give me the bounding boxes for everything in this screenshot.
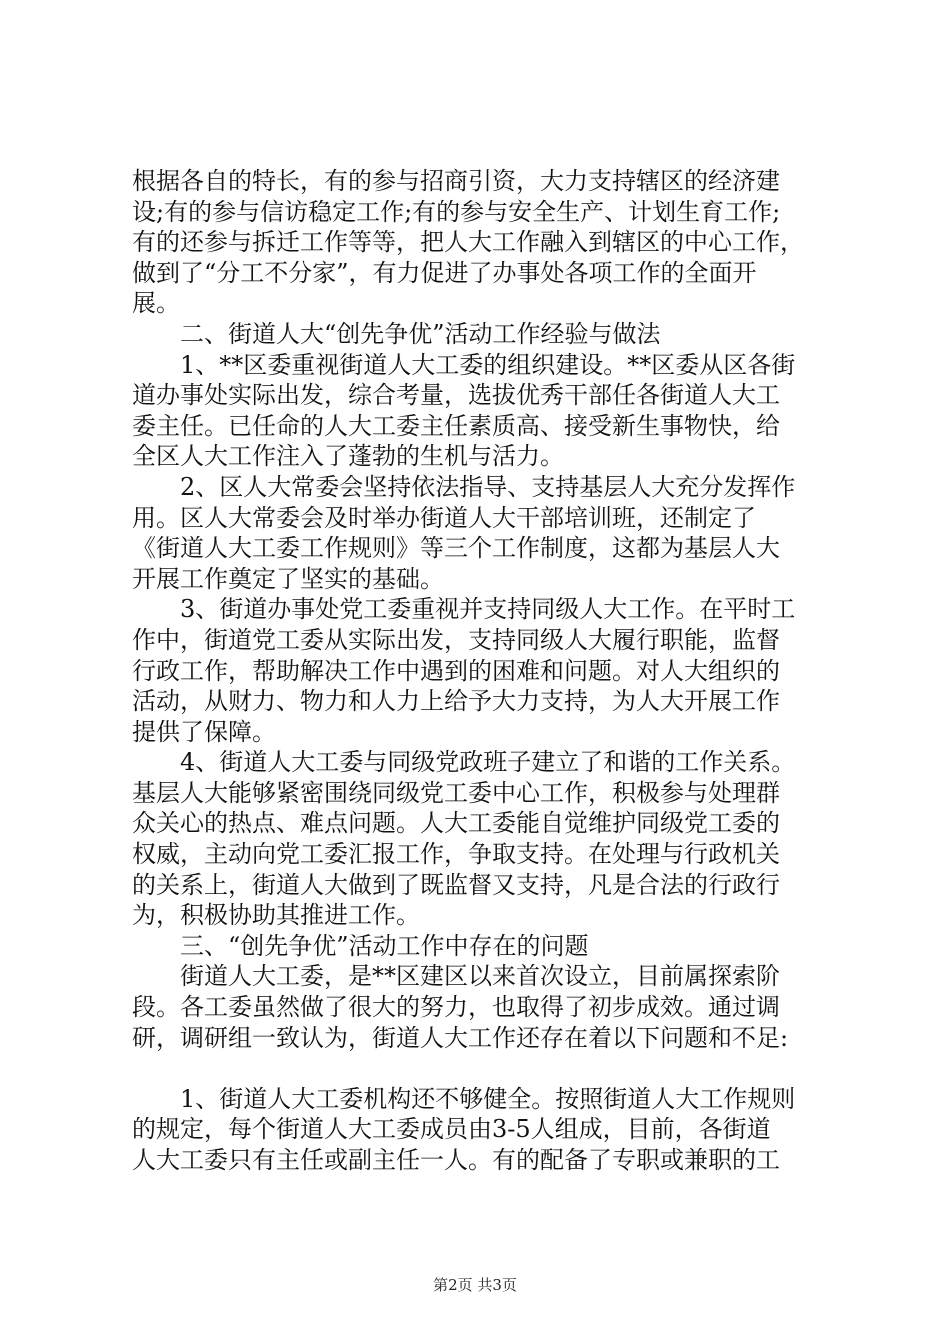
page-footer: 第2页 共3页 [433, 1276, 517, 1294]
text-line: 3、街道办事处党工委重视并支持同级人大工作。在平时工 [132, 595, 796, 624]
text-line: 《街道人大工委工作规则》等三个工作制度，这都为基层人大 [132, 534, 780, 563]
text-line: 作中，街道党工委从实际出发，支持同级人大履行职能，监督 [132, 625, 780, 654]
text-line: 根据各自的特长，有的参与招商引资，大力支持辖区的经济建 [132, 167, 780, 195]
text-line: 2、区人大常委会坚持依法指导、支持基层人大充分发挥作 [132, 472, 796, 501]
text-line: 道办事处实际出发，综合考量，选拔优秀干部任各街道人大工 [132, 381, 780, 410]
text-line: 的关系上，街道人大做到了既监督又支持，凡是合法的行政行 [132, 870, 780, 899]
text-line: 的规定，每个街道人大工委成员由3-5人组成，目前，各街道 [132, 1115, 771, 1144]
text-line: 街道人大工委，是**区建区以来首次设立，目前属探索阶 [132, 962, 780, 991]
text-line: 行政工作，帮助解决工作中遇到的困难和问题。对人大组织的 [132, 656, 780, 685]
text-line: 段。各工委虽然做了很大的努力，也取得了初步成效。通过调 [132, 993, 780, 1022]
text-line: 做到了“分工不分家”，有力促进了办事处各项工作的全面开 [132, 258, 757, 287]
text-line: 设;有的参与信访稳定工作;有的参与安全生产、计划生育工作; [132, 197, 781, 226]
text-line: 1、**区委重视街道人大工委的组织建设。**区委从区各街 [132, 350, 796, 379]
text-line: 为，积极协助其推进工作。 [132, 901, 420, 930]
text-line: 1、街道人大工委机构还不够健全。按照街道人大工作规则 [132, 1084, 796, 1113]
section-heading: 二、街道人大“创先争优”活动工作经验与做法 [132, 319, 661, 348]
text-line: 有的还参与拆迁工作等等，把人大工作融入到辖区的中心工作， [132, 228, 804, 257]
text-line: 研，调研组一致认为，街道人大工作还存在着以下问题和不足: [132, 1023, 789, 1052]
text-line: 提供了保障。 [132, 717, 276, 746]
text-line: 开展工作奠定了坚实的基础。 [132, 564, 444, 593]
text-line: 人大工委只有主任或副主任一人。有的配备了专职或兼职的工 [132, 1146, 780, 1174]
text-line: 用。区人大常委会及时举办街道人大干部培训班，还制定了 [132, 503, 756, 532]
text-line: 委主任。已任命的人大工委主任素质高、接受新生事物快，给 [132, 411, 780, 440]
text-line: 基层人大能够紧密围绕同级党工委中心工作，积极参与处理群 [132, 778, 780, 807]
document-body [132, 166, 832, 1176]
text-line: 活动，从财力、物力和人力上给予大力支持，为人大开展工作 [132, 687, 780, 716]
text-line: 全区人大工作注入了蓬勃的生机与活力。 [132, 442, 564, 471]
text-line: 权威，主动向党工委汇报工作，争取支持。在处理与行政机关 [132, 840, 780, 869]
blank-line [132, 1053, 832, 1084]
text-line: 展。 [132, 289, 180, 318]
section-heading: 三、“创先争优”活动工作中存在的问题 [132, 931, 589, 960]
text-line: 众关心的热点、难点问题。人大工委能自觉维护同级党工委的 [132, 809, 780, 838]
text-line: 4、街道人大工委与同级党政班子建立了和谐的工作关系。 [132, 748, 796, 777]
